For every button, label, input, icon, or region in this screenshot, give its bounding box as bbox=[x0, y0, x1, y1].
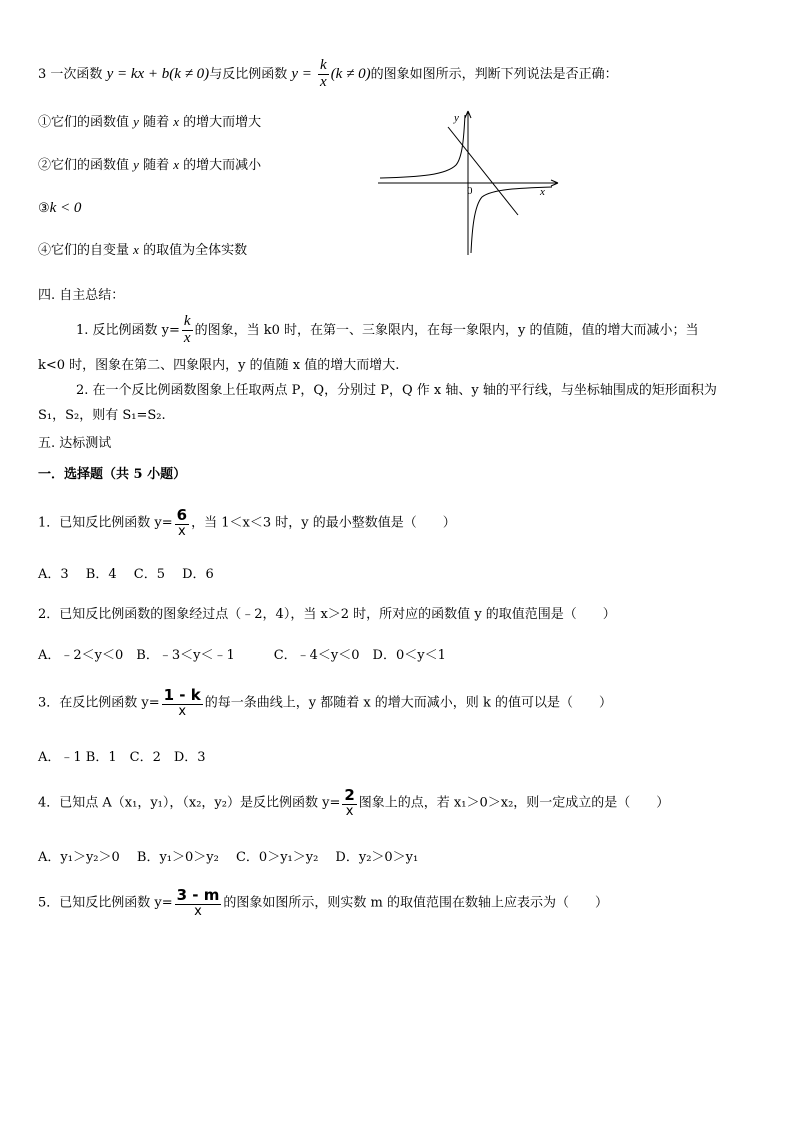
variable: y bbox=[133, 114, 139, 129]
fraction-numerator: 1 - k bbox=[163, 686, 201, 704]
question-1-fraction bbox=[175, 508, 189, 538]
fraction-denominator: x bbox=[345, 803, 354, 819]
question-text: 4．已知点 A（x₁，y₁），（x₂，y₂）是反比例函数 y= bbox=[38, 795, 341, 811]
statement-3 bbox=[38, 201, 81, 216]
statement-marker: ③ bbox=[38, 201, 50, 216]
fraction-denominator: x bbox=[194, 903, 202, 919]
question-4 bbox=[38, 788, 669, 818]
fraction-denominator: x bbox=[183, 329, 191, 346]
summary-fraction bbox=[182, 314, 193, 347]
paragraph-text: 1. 反比例函数 y= bbox=[76, 322, 180, 338]
problem-number: 3 bbox=[38, 66, 47, 82]
variable: x bbox=[173, 157, 179, 172]
question-3 bbox=[38, 688, 612, 718]
question-text: 3．在反比例函数 y= bbox=[38, 695, 160, 711]
statement-text: 的增大而增大 bbox=[178, 115, 262, 130]
hyperbola-branch-left bbox=[380, 115, 465, 178]
statement-marker: ④ bbox=[38, 243, 52, 258]
question-text: 1．已知反比例函数 y= bbox=[38, 515, 173, 531]
linear-function-line bbox=[448, 127, 518, 215]
variable: x bbox=[133, 242, 139, 257]
question-2-options: A．﹣2＜y＜0 B．﹣3＜y＜﹣1 C．﹣4＜y＜0 D．0＜y＜1 bbox=[38, 648, 446, 663]
problem-text: 的图象如图所示，判断下列说法是否正确： bbox=[370, 66, 618, 82]
question-2: 2．已知反比例函数的图象经过点（﹣2，4），当 x＞2 时，所对应的函数值 y 的取值范围是（ ） bbox=[38, 607, 616, 622]
question-5-fraction bbox=[175, 888, 222, 918]
variable: y bbox=[133, 157, 139, 172]
fraction-numerator: k bbox=[183, 313, 191, 329]
variable: x bbox=[173, 114, 179, 129]
fraction-denominator: x bbox=[320, 73, 327, 90]
fraction-numerator: 2 bbox=[344, 786, 355, 804]
statement-text: 随着 bbox=[138, 115, 174, 130]
section-4-heading: 四. 自主总结： bbox=[38, 288, 125, 303]
fraction-numerator: 6 bbox=[176, 506, 188, 524]
statement-text: 的取值为全体实数 bbox=[138, 243, 248, 258]
question-5 bbox=[38, 888, 608, 918]
question-text: 图象上的点，若 x₁＞0＞x₂，则一定成立的是（ ） bbox=[358, 795, 670, 811]
statement-marker: ① bbox=[38, 115, 52, 130]
statement-text: 的增大而减小 bbox=[178, 158, 262, 173]
summary-paragraph-2-line-1: 2. 在一个反比例函数图象上任取两点 P，Q，分别过 P，Q 作 x 轴、y 轴的平行线，与坐标轴围成的矩形面积为 bbox=[76, 383, 717, 398]
fraction-denominator: x bbox=[178, 703, 187, 719]
statement-marker: ② bbox=[38, 158, 52, 173]
statement-expression: k < 0 bbox=[49, 200, 82, 216]
problem-3-line bbox=[38, 58, 618, 91]
paragraph-text: 的图象，当 k0 时，在第一、三象限内，在每一象限内，y 的值随，值的增大而减小；当 bbox=[194, 322, 699, 338]
summary-paragraph-1-line-2: k<0 时，图象在第二、四象限内，y 的值随 x 值的增大而增大. bbox=[38, 358, 400, 373]
question-4-fraction bbox=[342, 788, 356, 818]
statement-text: 它们的函数值 bbox=[51, 115, 134, 130]
fraction-denominator: x bbox=[178, 523, 186, 539]
statement-text: 它们的函数值 bbox=[51, 158, 134, 173]
summary-paragraph-1-line-1 bbox=[76, 314, 698, 347]
linear-formula: y = kx + b(k ≠ 0) bbox=[106, 65, 210, 82]
question-3-options: A．﹣1 B．1 C．2 D．3 bbox=[38, 750, 206, 765]
statement-text: 它们的自变量 bbox=[51, 243, 134, 258]
problem-text: 与反比例函数 bbox=[209, 66, 288, 82]
inverse-fraction bbox=[318, 58, 329, 91]
statement-4 bbox=[38, 243, 247, 257]
problem-text: 一次函数 bbox=[50, 66, 103, 82]
choice-section-heading: 一．选择题（共 5 小题） bbox=[38, 467, 187, 482]
origin-label: 0 bbox=[467, 185, 473, 197]
question-1 bbox=[38, 508, 456, 538]
fraction-numerator: k bbox=[320, 57, 327, 73]
inverse-condition: (k ≠ 0) bbox=[330, 65, 371, 82]
question-text: ，当 1＜x＜3 时，y 的最小整数值是（ ） bbox=[191, 515, 456, 531]
inverse-lhs: y = bbox=[291, 65, 312, 82]
function-graph bbox=[370, 103, 570, 263]
question-text: 5．已知反比例函数 y= bbox=[38, 895, 173, 911]
statement-text: 随着 bbox=[138, 158, 174, 173]
summary-paragraph-2-line-2: S₁，S₂，则有 S₁=S₂. bbox=[38, 408, 166, 423]
question-1-options: A．3 B．4 C．5 D．6 bbox=[38, 567, 214, 582]
question-3-fraction bbox=[162, 688, 203, 718]
question-text: 的每一条曲线上，y 都随着 x 的增大而减小，则 k 的值可以是（ ） bbox=[204, 695, 612, 711]
fraction-numerator: 3 - m bbox=[176, 886, 220, 904]
statement-2 bbox=[38, 158, 261, 172]
y-axis-label: y bbox=[454, 112, 459, 124]
question-text: 的图象如图所示，则实数 m 的取值范围在数轴上应表示为（ ） bbox=[223, 895, 608, 911]
section-5-heading: 五. 达标测试 bbox=[38, 436, 112, 451]
x-axis-label: x bbox=[540, 186, 545, 198]
statement-1 bbox=[38, 115, 261, 129]
question-4-options: A．y₁＞y₂＞0 B．y₁＞0＞y₂ C．0＞y₁＞y₂ D．y₂＞0＞y₁ bbox=[38, 850, 419, 865]
